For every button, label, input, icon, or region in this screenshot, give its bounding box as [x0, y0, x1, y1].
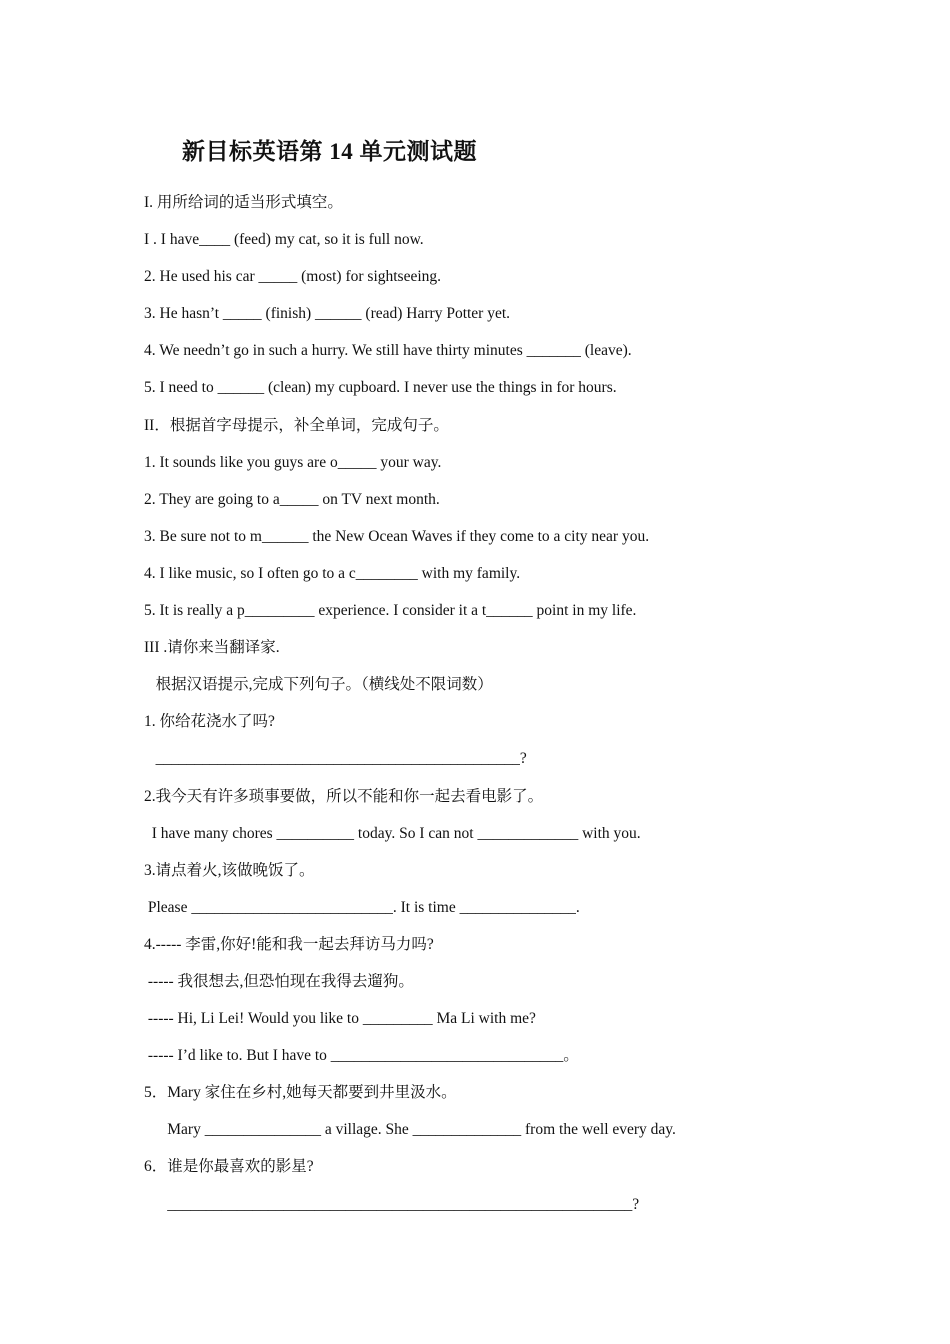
question-line: 3.请点着火,该做晚饭了。 — [144, 861, 315, 879]
question-line: 5. It is really a p_________ experience. I consider it a t______ point in my life. — [144, 602, 637, 620]
question-line: 4.----- 李雷,你好!能和我一起去拜访马力吗? — [144, 935, 434, 953]
section-instruction: 根据汉语提示,完成下列句子。（横线处不限词数） — [144, 676, 493, 694]
section-heading-1: I. 用所给词的适当形式填空。 — [144, 194, 343, 211]
answer-line: ____________________________________________________________? — [144, 1195, 640, 1213]
question-line: 3. Be sure not to m______ the New Ocean Waves if they come to a city near you. — [144, 527, 650, 545]
question-line: 1. 你给花浇水了吗? — [144, 713, 275, 731]
question-line: ----- 我很想去,但恐怕现在我得去遛狗。 — [144, 972, 414, 990]
question-line: 2. They are going to a_____ on TV next month. — [144, 490, 440, 508]
question-line: 3. He hasn’t _____ (finish) ______ (read) Harry Potter yet. — [144, 305, 511, 323]
answer-line: Please __________________________. It is time _______________. — [144, 898, 580, 916]
answer-line: _______________________________________________? — [144, 750, 527, 768]
answer-line: ----- Hi, Li Lei! Would you like to _________ Ma Li with me? — [144, 1010, 536, 1028]
question-line: 6．谁是你最喜欢的影星? — [144, 1158, 314, 1176]
question-line: 2.我今天有许多琐事要做，所以不能和你一起去看电影了。 — [144, 787, 544, 805]
page-title: 新目标英语第 14 单元测试题 — [182, 139, 477, 164]
section-heading-2: II．根据首字母提示，补全单词，完成句子。 — [144, 416, 449, 434]
question-line: 4. We needn’t go in such a hurry. We still have thirty minutes _______ (leave). — [144, 342, 632, 360]
question-line: 1. It sounds like you guys are o_____ your way. — [144, 453, 442, 471]
answer-line: ----- I’d like to. But I have to ______________________________。 — [144, 1047, 579, 1065]
answer-line: I have many chores __________ today. So I can not _____________ with you. — [144, 824, 641, 842]
question-line: I . I have____ (feed) my cat, so it is full now. — [144, 231, 424, 249]
question-line: 5. I need to ______ (clean) my cupboard. I never use the things in for hours. — [144, 379, 617, 397]
question-line: 5．Mary 家住在乡村,她每天都要到井里汲水。 — [144, 1084, 457, 1102]
answer-line: Mary _______________ a village. She ______________ from the well every day. — [144, 1121, 676, 1139]
question-line: 4. I like music, so I often go to a c________ with my family. — [144, 564, 521, 582]
exercise-body — [144, 192, 904, 1231]
section-heading-3: III .请你来当翻译家. — [144, 639, 280, 657]
question-line: 2. He used his car _____ (most) for sightseeing. — [144, 268, 442, 286]
